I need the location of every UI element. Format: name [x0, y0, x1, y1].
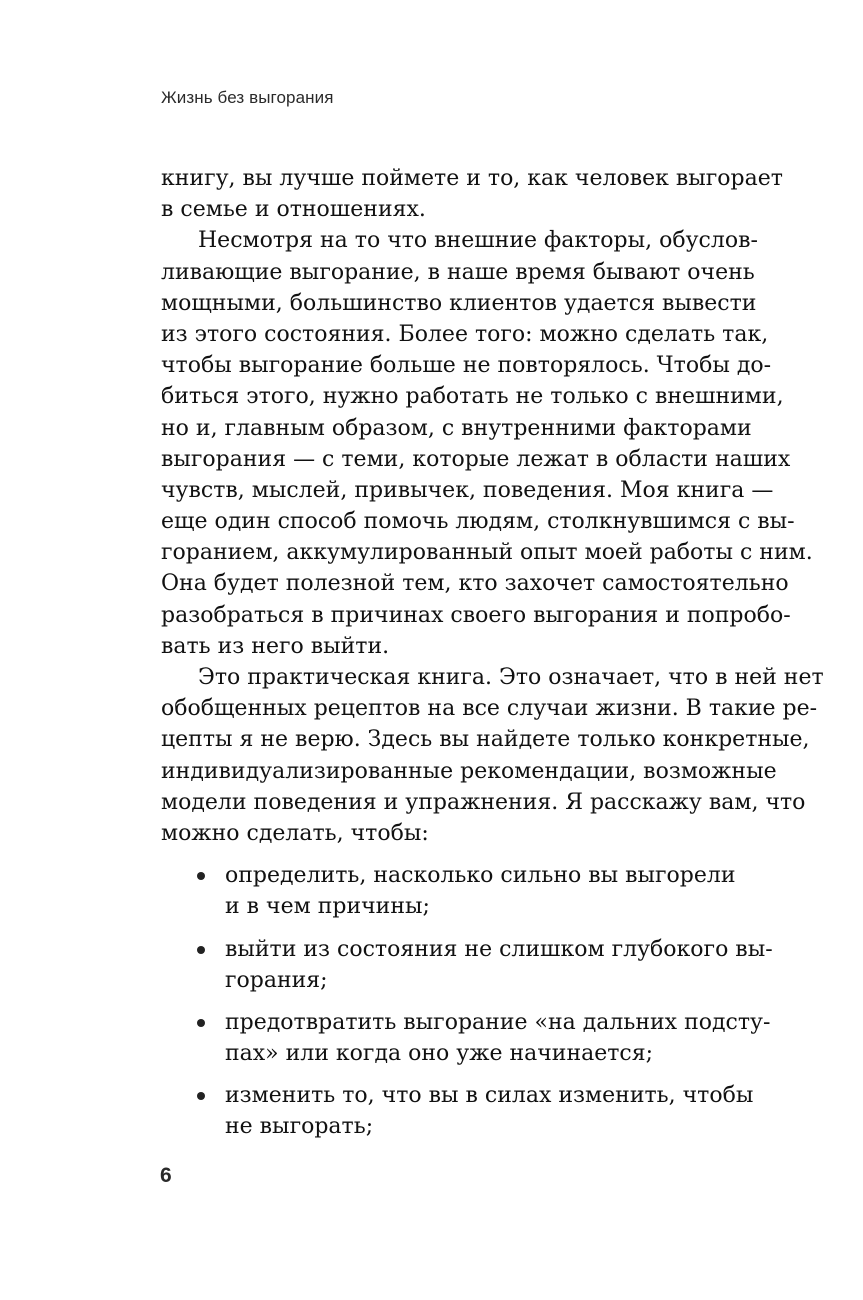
- body-text: [161, 163, 824, 1143]
- list-item: [161, 1007, 771, 1069]
- text-line: обобщенных рецептов на все случаи жизни. В такие ре-: [161, 696, 818, 722]
- text-line: из этого состояния. Более того: можно сделать так,: [161, 321, 769, 347]
- text-line: Несмотря на то что внешние факторы, обуслов-: [198, 228, 758, 254]
- page-number: 6: [160, 1164, 172, 1187]
- bullet-icon: [197, 872, 205, 880]
- list-item-line: определить, насколько сильно вы выгорели: [225, 863, 736, 889]
- text-line: Она будет полезной тем, кто захочет самостоятельно: [161, 571, 789, 597]
- text-line: книгу, вы лучше поймете и то, как человек выгорает: [161, 166, 783, 191]
- text-line: биться этого, нужно работать не только с внешними,: [161, 384, 784, 410]
- list-item: [161, 1080, 754, 1142]
- list-item: [161, 860, 736, 922]
- list-item-line: пах» или когда оно уже начинается;: [225, 1041, 654, 1067]
- text-line: выгорания — с теми, которые лежат в области наших: [161, 446, 791, 472]
- paragraph: [161, 662, 824, 849]
- text-line: чувств, мыслей, привычек, поведения. Моя книга —: [161, 477, 774, 503]
- text-line: Это практическая книга. Это означает, что в ней нет: [198, 665, 824, 690]
- text-line: мощными, большинство клиентов удается вывести: [161, 290, 757, 316]
- text-line: в семье и отношениях.: [161, 197, 426, 223]
- list-item-line: не выгорать;: [225, 1114, 374, 1140]
- bullet-icon: [197, 946, 205, 954]
- list-item-line: выйти из состояния не слишком глубокого вы-: [225, 936, 773, 962]
- list-item-line: изменить то, что вы в силах изменить, чтобы: [225, 1083, 754, 1109]
- bullet-icon: [197, 1019, 205, 1027]
- text-line: еще один способ помочь людям, столкнувшимся с вы-: [161, 509, 795, 535]
- paragraph-continuation: [161, 163, 783, 225]
- text-line: индивидуализированные рекомендации, возможные: [161, 758, 777, 784]
- list-item: [161, 934, 773, 996]
- text-line: ливающие выгорание, в наше время бывают очень: [161, 259, 755, 285]
- list-item-line: предотвратить выгорание «на дальних подсту-: [225, 1009, 771, 1035]
- text-line: цепты я не верю. Здесь вы найдете только конкретные,: [161, 727, 810, 753]
- text-line: горанием, аккумулированный опыт моей работы с ним.: [161, 540, 813, 566]
- text-line: вать из него выйти.: [161, 633, 390, 659]
- text-line: разобраться в причинах своего выгорания и попробо-: [161, 602, 791, 628]
- text-line: но и, главным образом, с внутренними факторами: [161, 415, 752, 441]
- list-item-line: горания;: [225, 967, 328, 993]
- paragraph: [161, 225, 813, 662]
- running-head: Жизнь без выгорания: [161, 88, 334, 107]
- text-line: можно сделать, чтобы:: [161, 820, 429, 846]
- text-line: чтобы выгорание больше не повторялось. Чтобы до-: [161, 353, 772, 379]
- bullet-icon: [197, 1092, 205, 1100]
- text-line: модели поведения и упражнения. Я расскажу вам, что: [161, 789, 806, 815]
- list-item-line: и в чем причины;: [225, 894, 430, 920]
